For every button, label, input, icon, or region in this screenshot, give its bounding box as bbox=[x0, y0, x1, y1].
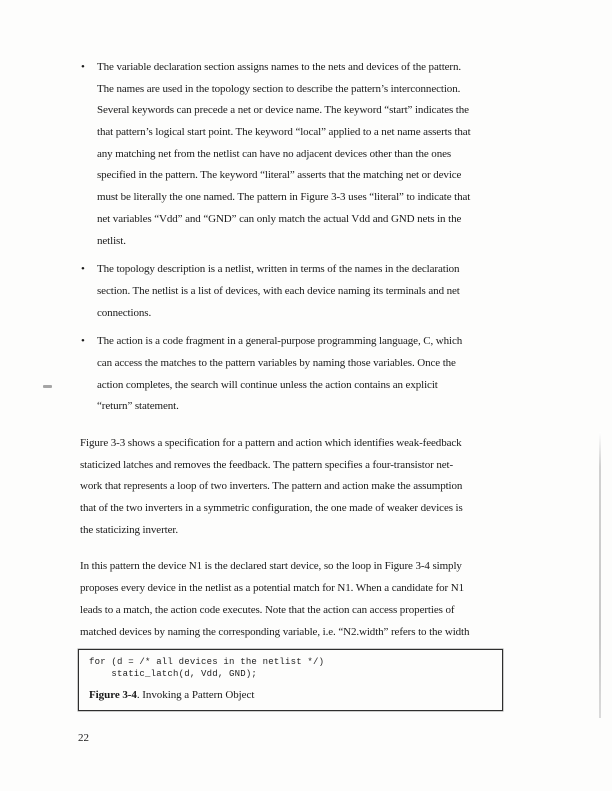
text-line: must be literally the one named. The pattern in Figure 3-3 uses “literal” to indicate that bbox=[97, 191, 471, 204]
text-line: Several keywords can precede a net or device name. The keyword “start” indicates the bbox=[97, 104, 469, 117]
bullet-icon: • bbox=[81, 61, 85, 73]
bullet-icon: • bbox=[81, 263, 85, 276]
figure-caption-text: . Invoking a Pattern Object bbox=[136, 689, 255, 702]
code-line: static_latch(d, Vdd, GND); bbox=[89, 668, 258, 679]
text-line: staticized latches and removes the feedback. The pattern specifies a four-transistor net- bbox=[80, 458, 454, 471]
text-line: specified in the pattern. The keyword “literal” asserts that the matching net or device bbox=[97, 169, 462, 182]
bullet-item-topology-description bbox=[80, 259, 516, 324]
bullet-icon: • bbox=[81, 335, 85, 348]
text-line: action completes, the search will continue unless the action contains an explicit bbox=[97, 378, 438, 391]
page-content bbox=[80, 57, 516, 744]
text-line: netlist. bbox=[97, 234, 126, 247]
figure-3-4-box bbox=[78, 649, 503, 711]
text-line: “return” statement. bbox=[97, 400, 179, 413]
figure-caption bbox=[89, 689, 502, 701]
text-line: work that represents a loop of two inverters. The pattern and action make the assumption bbox=[80, 480, 463, 493]
text-line: connections. bbox=[97, 306, 152, 319]
text-line: The topology description is a netlist, written in terms of the names in the declaration bbox=[97, 263, 460, 276]
text-line: that pattern’s logical start point. The keyword “local” applied to a net name asserts that bbox=[97, 126, 471, 139]
text-line: In this pattern the device N1 is the declared start device, so the loop in Figure 3-4 simply bbox=[80, 560, 462, 573]
text-line: can access the matches to the pattern variables by naming those variables. Once the bbox=[97, 356, 456, 369]
text-line: The action is a code fragment in a general-purpose programming language, C, which bbox=[97, 335, 463, 348]
bullet-item-action-code bbox=[80, 331, 516, 418]
text-line: any matching net from the netlist can have no adjacent devices other than the ones bbox=[97, 147, 452, 160]
paragraph-figure-3-3 bbox=[80, 433, 516, 541]
text-line: that of the two inverters in a symmetric configuration, the one made of weaker devices is bbox=[80, 502, 463, 515]
scan-artifact-dash bbox=[43, 385, 52, 388]
scan-artifact-vertical-line bbox=[599, 432, 601, 718]
text-line: The variable declaration section assigns names to the nets and devices of the pattern. bbox=[97, 61, 462, 73]
figure-caption-label: Figure 3-4 bbox=[89, 689, 137, 702]
text-line: leads to a match, the action code executes. Note that the action can access properties of bbox=[80, 603, 455, 616]
code-line: for (d = /* all devices in the netlist */) bbox=[89, 657, 325, 668]
text-line: section. The netlist is a list of devices, with each device naming its terminals and net bbox=[97, 284, 460, 297]
text-line: proposes every device in the netlist as a potential match for N1. When a candidate for N1 bbox=[80, 582, 465, 595]
page-number: 22 bbox=[78, 732, 89, 745]
text-line: Figure 3-3 shows a specification for a pattern and action which identifies weak-feedback bbox=[80, 437, 462, 449]
text-line: The names are used in the topology section to describe the pattern’s interconnection. bbox=[97, 82, 461, 95]
text-line: net variables “Vdd” and “GND” can only match the actual Vdd and GND nets in the bbox=[97, 212, 462, 225]
text-line: matched devices by naming the corresponding variable, i.e. “N2.width” refers to the width bbox=[80, 625, 470, 638]
bullet-item-variable-declaration bbox=[80, 57, 516, 252]
text-line: the staticizing inverter. bbox=[80, 523, 178, 536]
paragraph-pattern-n1 bbox=[80, 556, 516, 643]
